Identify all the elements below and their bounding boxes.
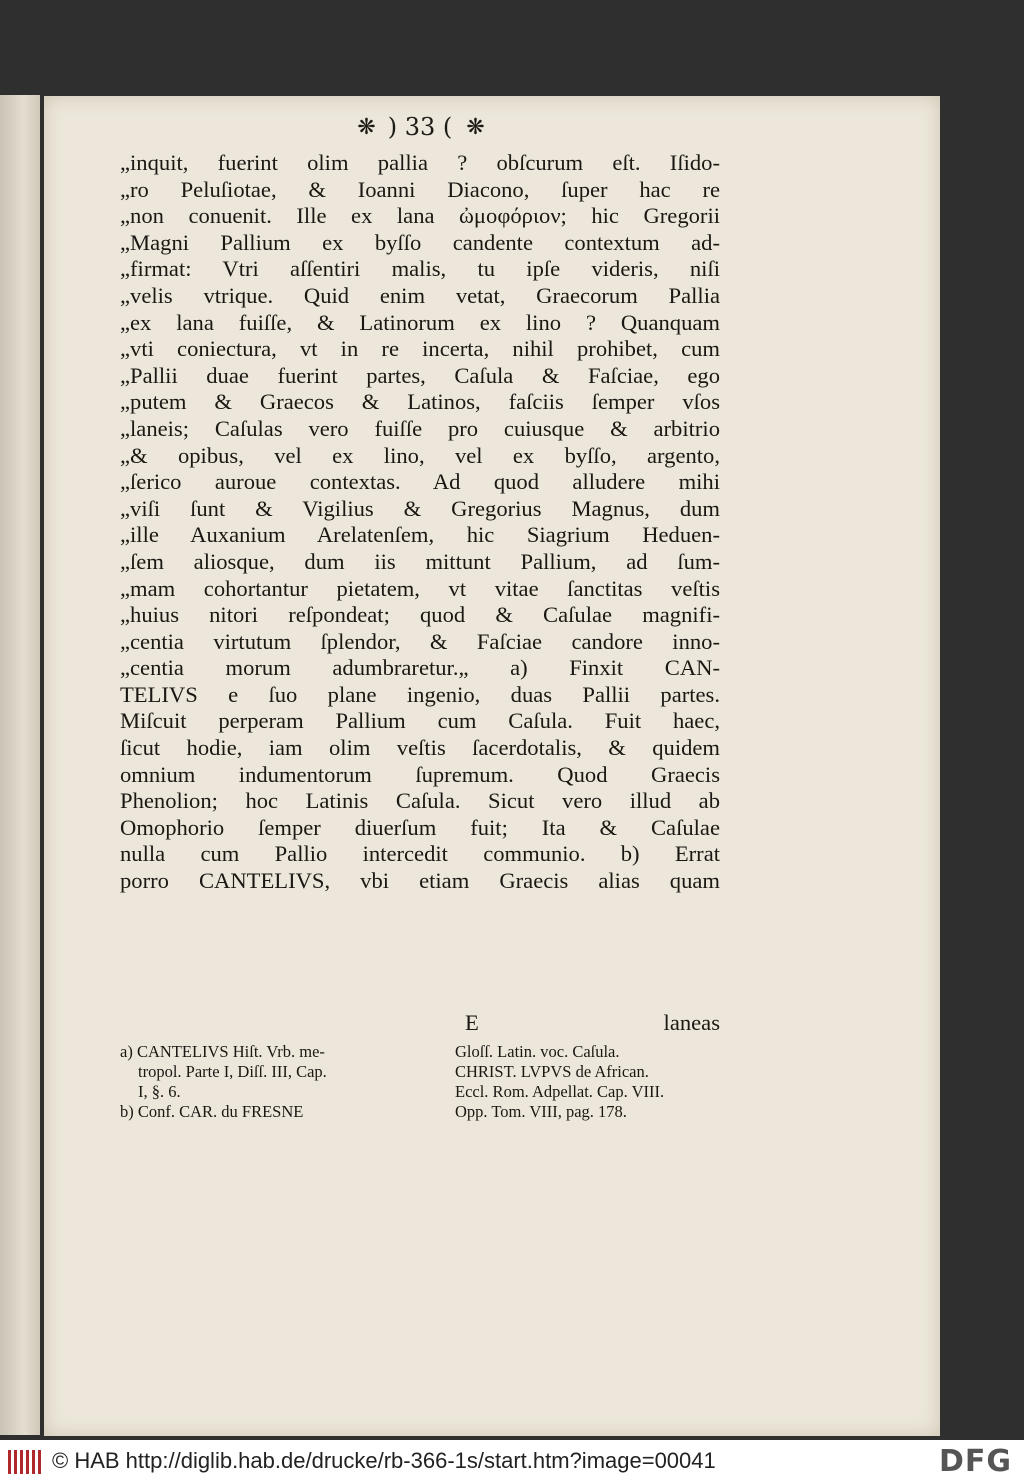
text-line: „Magni Pallium ex byſſo candente contextum ad- (120, 229, 720, 255)
text-line: „non conuenit. Ille ex lana ὠμοφόριον; hic Gregorii (120, 203, 720, 229)
footnote-line: Opp. Tom. VIII, pag. 178. (455, 1102, 627, 1121)
footer-link[interactable]: © HAB http://diglib.hab.de/drucke/rb-366-1s/start.htm?image=00041 (52, 1448, 716, 1473)
text-line: „vti coniectura, vt in re incerta, nihil prohibet, cum (120, 336, 720, 362)
text-line: „inquit, fuerint olim pallia ? obſcurum eſt. Iſido- (120, 150, 720, 175)
signature-mark: E (465, 1010, 479, 1035)
body-text (120, 150, 720, 895)
footnote-line: Eccl. Rom. Adpellat. Cap. VIII. (455, 1082, 665, 1101)
text-line: „Pallii duae fuerint partes, Caſula & Faſciae, ego (120, 362, 720, 388)
footnote-line: CHRIST. LVPVS de African. (455, 1062, 649, 1081)
catchline (120, 1010, 720, 1038)
right-ornament: ❋ (466, 114, 483, 140)
adjacent-page-edge (0, 95, 40, 1435)
text-line: „ro Peluſiotae, & Ioanni Diacono, ſuper hac re (120, 176, 720, 202)
footnotes-right-column (455, 1042, 745, 1122)
footnote-line: I, §. 6. (138, 1082, 181, 1101)
text-line: „centia morum adumbraretur.„ a) Finxit CAN- (120, 655, 720, 681)
text-line: Phenolion; hoc Latinis Caſula. Sicut vero illud ab (120, 788, 720, 814)
text-line: „ſerico auroue contextas. Ad quod alludere mihi (120, 469, 720, 495)
page-header (300, 112, 540, 142)
text-line: „mam cohortantur pietatem, vt vitae ſanctitas veſtis (120, 575, 720, 601)
text-line: „huius nitori reſpondeat; quod & Caſulae magnifi- (120, 602, 720, 628)
text-line: TELIVS e ſuo plane ingenio, duas Pallii partes. (120, 681, 720, 707)
footnote-line: tropol. Parte I, Diſſ. III, Cap. (138, 1062, 327, 1081)
text-line: „ex lana fuiſſe, & Latinorum ex lino ? Quanquam (120, 309, 720, 335)
hab-logo-icon (6, 1448, 42, 1476)
text-line: „ille Auxanium Arelatenſem, hic Siagrium Heduen- (120, 522, 720, 548)
text-line: „laneis; Caſulas vero fuiſſe pro cuiusque & arbitrio (120, 415, 720, 441)
text-line: „centia virtutum ſplendor, & Faſciae candore inno- (120, 628, 720, 654)
text-line: nulla cum Pallio intercedit communio. b) Errat (120, 841, 720, 867)
footnotes-left-column (120, 1042, 410, 1122)
text-line: omnium indumentorum ſupremum. Quod Graecis (120, 761, 720, 787)
text-line: „velis vtrique. Quid enim vetat, Graecorum Pallia (120, 282, 720, 308)
footer-bar (0, 1440, 1024, 1483)
text-line: „viſi ſunt & Vigilius & Gregorius Magnus, dum (120, 495, 720, 521)
footnote-line: a) CANTELIVS Hiſt. Vrb. me- (120, 1042, 325, 1061)
catchword: laneas (663, 1010, 720, 1035)
text-line: „firmat: Vtri aſſentiri malis, tu ipſe videris, niſi (120, 256, 720, 282)
text-line: „ſem aliosque, dum iis mittunt Pallium, ad ſum- (120, 548, 720, 574)
text-line: „& opibus, vel ex lino, vel ex byſſo, argento, (120, 442, 720, 468)
footnote-line: b) Conf. CAR. du FRESNE (120, 1102, 304, 1121)
text-line: Miſcuit perperam Pallium cum Caſula. Fuit haec, (120, 708, 720, 734)
text-line: porro CANTELIVS, vbi etiam Graecis alias quam (120, 868, 720, 894)
text-line: ſicut hodie, iam olim veſtis ſacerdotalis, & quidem (120, 735, 720, 761)
text-line: „putem & Graecos & Latinos, faſciis ſemper vſos (120, 389, 720, 415)
dfg-logo: DFG (938, 1444, 1012, 1479)
text-line: Omophorio ſemper diuerſum fuit; Ita & Caſulae (120, 814, 720, 840)
left-ornament: ❋ (357, 114, 374, 140)
footnote-line: Gloſſ. Latin. voc. Caſula. (455, 1042, 620, 1061)
page-number: ) 33 ( (387, 113, 453, 141)
